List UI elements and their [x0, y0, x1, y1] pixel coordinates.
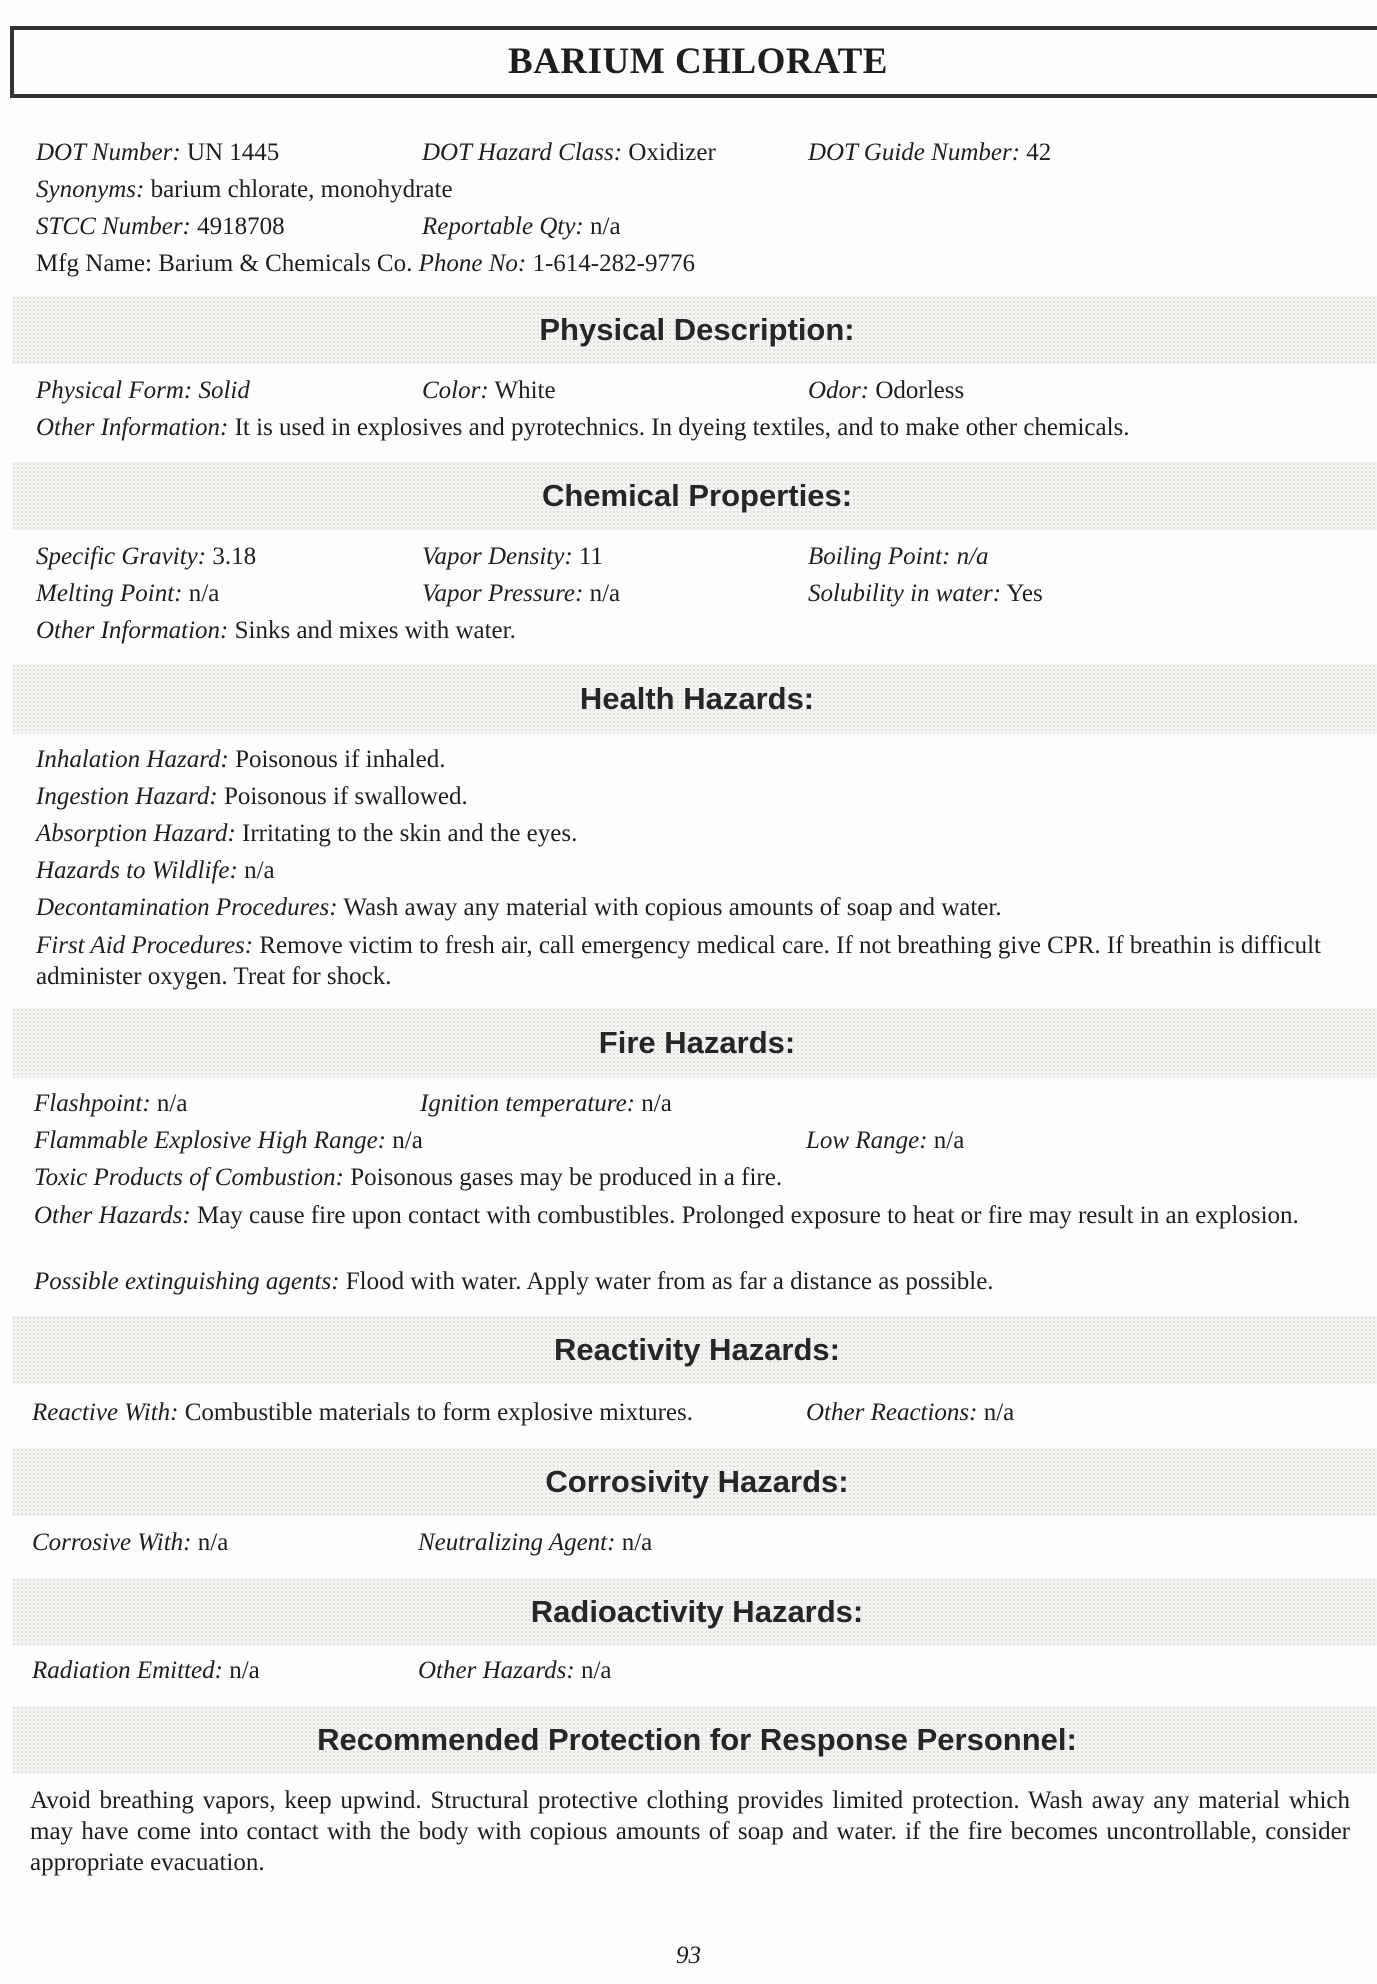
flammable-high-range-field: Flammable Explosive High Range: n/a [34, 1127, 423, 1154]
dot-hazard-class-field: DOT Hazard Class: Oxidizer [422, 139, 716, 166]
fire-other-hazards-field: Other Hazards: May cause fire upon contact with combustibles. Prolonged exposure to heat or fire may result in an explosion. [34, 1202, 1299, 1229]
odor-field: Odor: Odorless [808, 377, 965, 404]
melting-point-field: Melting Point: n/a [36, 580, 220, 607]
page-title: BARIUM CHLORATE [508, 41, 888, 82]
dot-number-field: DOT Number: UN 1445 [36, 139, 280, 166]
section-header-health: Health Hazards: [12, 664, 1377, 734]
ingestion-hazard-field: Ingestion Hazard: Poisonous if swallowed. [36, 783, 468, 810]
ignition-temperature-field: Ignition temperature: n/a [420, 1090, 672, 1117]
mfg-name-field: Mfg Name: Barium & Chemicals Co. Phone No: 1-614-282-9776 [36, 250, 695, 277]
reactive-with-field: Reactive With: Combustible materials to form explosive mixtures. [32, 1399, 693, 1426]
solubility-field: Solubility in water: Yes [808, 580, 1043, 607]
vapor-pressure-field: Vapor Pressure: n/a [422, 580, 621, 607]
vapor-density-field: Vapor Density: 11 [422, 543, 603, 570]
section-header-fire: Fire Hazards: [12, 1008, 1377, 1078]
first-aid-field: First Aid Procedures: Remove victim to fresh air, call emergency medical care. If not breathing give CPR. If breathin is difficult administer oxygen. Treat for shock. [36, 932, 1321, 990]
section-header-reactivity: Reactivity Hazards: [12, 1316, 1377, 1384]
synonyms-field: Synonyms: barium chlorate, monohydrate [36, 176, 453, 203]
radioactivity-other-hazards-field: Other Hazards: n/a [418, 1657, 612, 1684]
page-number: 93 [676, 1942, 701, 1969]
physical-other-info: Other Information: It is used in explosives and pyrotechnics. In dyeing textiles, and to make other chemicals. [36, 414, 1130, 441]
dot-guide-number-field: DOT Guide Number: 42 [808, 139, 1052, 166]
inhalation-hazard-field: Inhalation Hazard: Poisonous if inhaled. [36, 746, 446, 773]
specific-gravity-field: Specific Gravity: 3.18 [36, 543, 257, 570]
stcc-number-field: STCC Number: 4918708 [36, 213, 285, 240]
wildlife-hazard-field: Hazards to Wildlife: n/a [36, 857, 275, 884]
physical-form-field: Physical Form: Solid [36, 377, 250, 404]
protection-paragraph: Avoid breathing vapors, keep upwind. Structural protective clothing provides limited protection. Wash away any material which may have come into contact with the body with copious amounts of soap and water. if the fire becomes uncontrollable, consider appropriate evacuation. [30, 1787, 1350, 1876]
chemical-other-info: Other Information: Sinks and mixes with water. [36, 617, 516, 644]
absorption-hazard-field: Absorption Hazard: Irritating to the skin and the eyes. [36, 820, 578, 847]
section-header-physical: Physical Description: [12, 296, 1377, 364]
radiation-emitted-field: Radiation Emitted: n/a [32, 1657, 260, 1684]
extinguishing-agents-field: Possible extinguishing agents: Flood with water. Apply water from as far a distance as possible. [34, 1268, 994, 1295]
decontamination-field: Decontamination Procedures: Wash away any material with copious amounts of soap and water. [36, 894, 1002, 921]
neutralizing-agent-field: Neutralizing Agent: n/a [418, 1529, 653, 1556]
flashpoint-field: Flashpoint: n/a [34, 1090, 188, 1117]
section-header-chemical: Chemical Properties: [12, 462, 1377, 530]
section-header-corrosivity: Corrosivity Hazards: [12, 1448, 1377, 1516]
low-range-field: Low Range: n/a [806, 1127, 965, 1154]
boiling-point-field: Boiling Point: n/a [808, 543, 989, 570]
section-header-protection: Recommended Protection for Response Personnel: [12, 1706, 1377, 1774]
color-field: Color: White [422, 377, 556, 404]
other-reactions-field: Other Reactions: n/a [806, 1399, 1015, 1426]
title-box [10, 26, 1377, 98]
corrosive-with-field: Corrosive With: n/a [32, 1529, 229, 1556]
toxic-products-field: Toxic Products of Combustion: Poisonous gases may be produced in a fire. [34, 1164, 783, 1191]
section-header-radioactivity: Radioactivity Hazards: [12, 1578, 1377, 1646]
reportable-qty-field: Reportable Qty: n/a [422, 213, 621, 240]
